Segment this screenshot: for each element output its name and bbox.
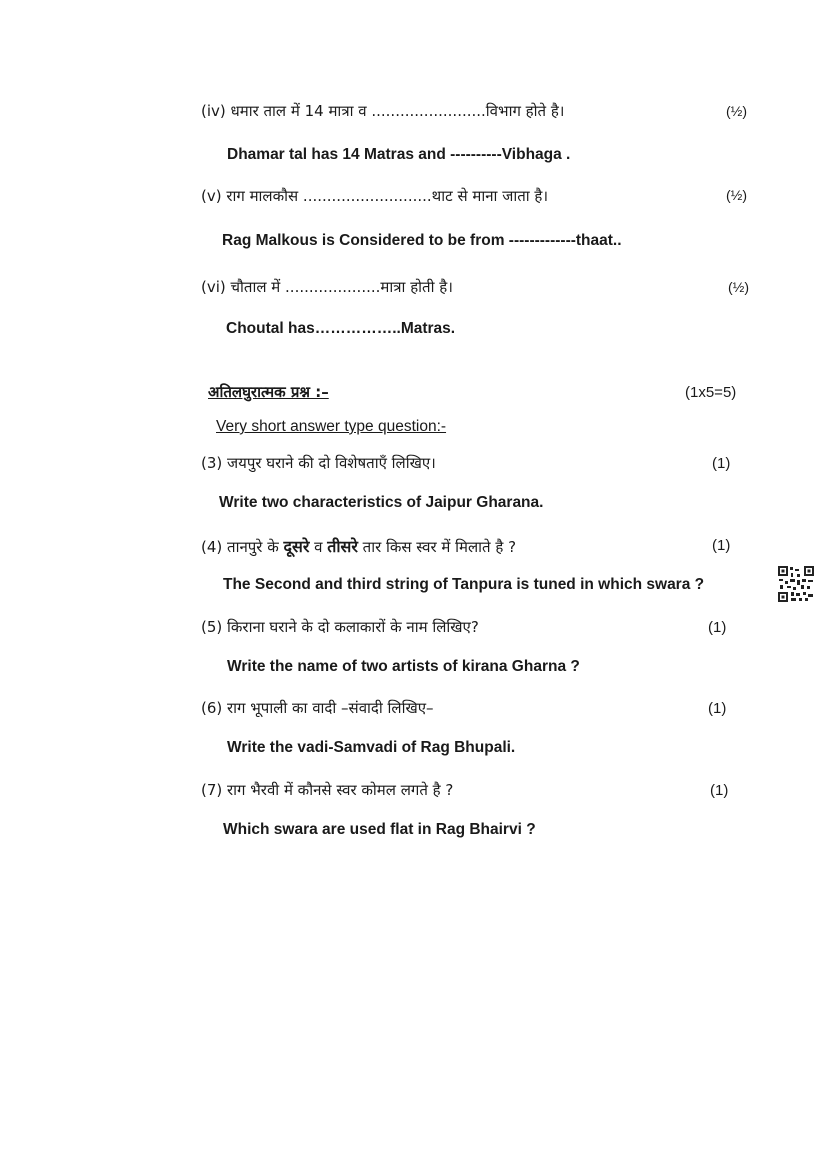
question-4-hindi	[201, 535, 516, 557]
fill-blank-vi-english: Choutal has……………..Matras.	[226, 320, 456, 337]
question-4-english: The Second and third string of Tanpura is tuned in which swara ?	[223, 576, 705, 593]
question-4-mark: (1)	[712, 537, 731, 554]
fill-blank-vi-hindi: (vi) चौताल में ....................मात्रा होती है।	[201, 278, 453, 296]
question-text-part: तानपुरे के	[227, 538, 284, 556]
fill-blank-iv-hindi: (iv) धमार ताल में 14 मात्रा व ........................विभाग होते है।	[201, 102, 565, 120]
section-marks: (1x5=5)	[685, 384, 737, 401]
question-text: राग भैरवी में कौनसे स्वर कोमल लगते है ?	[227, 781, 454, 799]
question-7-hindi	[201, 780, 453, 800]
question-6-mark: (1)	[708, 700, 727, 717]
question-text-bold: दूसरे	[283, 537, 310, 556]
question-text-part: व	[309, 538, 328, 556]
question-text-part: तार किस स्वर में मिलाते है ?	[357, 538, 517, 556]
question-3-english: Write two characteristics of Jaipur Gharana.	[219, 494, 544, 511]
question-text: किराना घराने के दो कलाकारों के नाम लिखिए?	[227, 618, 479, 636]
question-3-mark: (1)	[712, 455, 731, 472]
question-3-hindi	[201, 453, 436, 473]
question-number: (3)	[201, 454, 223, 472]
question-7-english: Which swara are used flat in Rag Bhairvi ?	[223, 821, 536, 838]
question-number: (7)	[201, 781, 223, 799]
question-5-english: Write the name of two artists of kirana Gharna ?	[227, 658, 580, 675]
question-5-hindi	[201, 617, 479, 637]
question-text: जयपुर घराने की दो विशेषताएँ लिखिए।	[227, 454, 436, 472]
fill-blank-iv-mark: (½)	[726, 103, 747, 119]
question-5-mark: (1)	[708, 619, 727, 636]
question-text: राग भूपाली का वादी –संवादी लिखिए–	[227, 699, 434, 717]
question-text-bold: तीसरे	[327, 537, 358, 556]
question-number: (5)	[201, 618, 223, 636]
question-7-mark: (1)	[710, 782, 729, 799]
fill-blank-v-mark: (½)	[726, 187, 747, 203]
question-6-hindi	[201, 698, 434, 718]
question-number: (4)	[201, 538, 223, 556]
question-6-english: Write the vadi-Samvadi of Rag Bhupali.	[227, 739, 516, 756]
fill-blank-iv-english: Dhamar tal has 14 Matras and ----------Vibhaga .	[227, 146, 571, 163]
fill-blank-v-english: Rag Malkous is Considered to be from -------------thaat..	[222, 232, 622, 249]
question-number: (6)	[201, 699, 223, 717]
qr-code-icon	[777, 565, 815, 603]
fill-blank-v-hindi: (v) राग मालकौस ...........................थाट से माना जाता है।	[201, 187, 549, 205]
section-title-hindi: अतिलघुरात्मक प्रश्न :–	[208, 383, 329, 401]
section-title-english: Very short answer type question:-	[216, 418, 447, 435]
fill-blank-vi-mark: (½)	[728, 279, 749, 295]
